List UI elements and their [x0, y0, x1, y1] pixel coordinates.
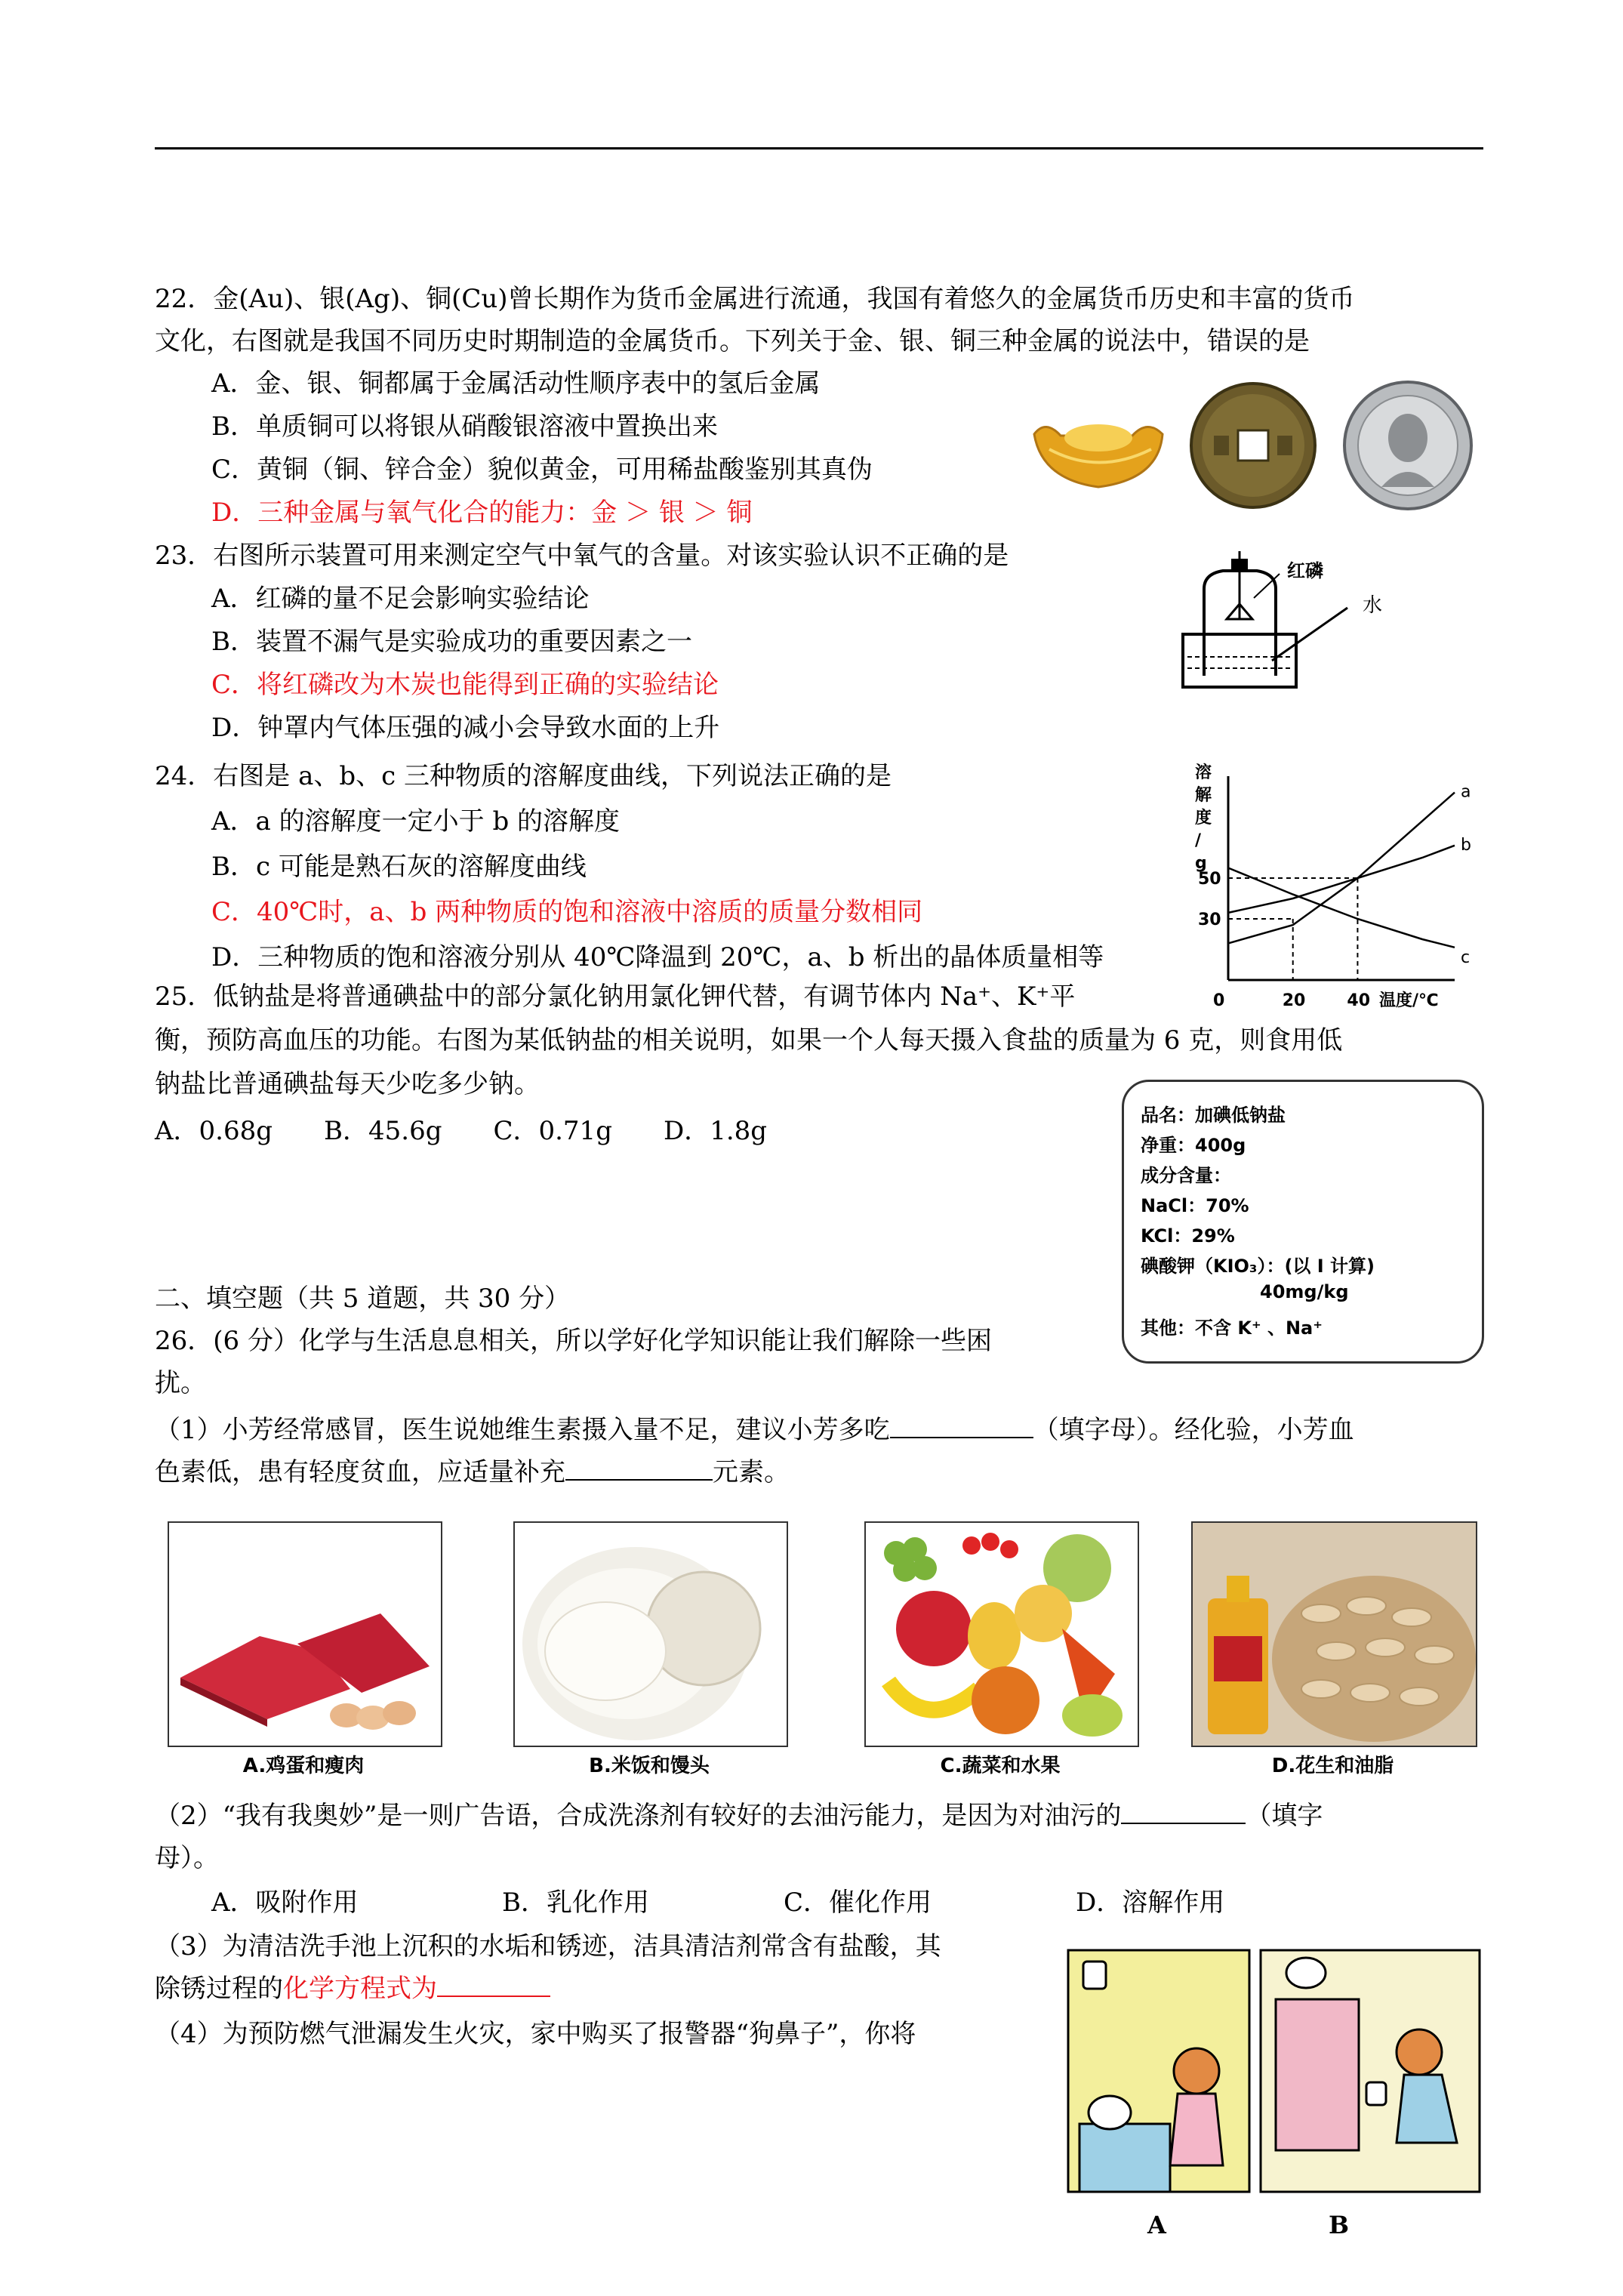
- coins-figure: [1027, 374, 1480, 513]
- q24-option-d: D．三种物质的饱和溶液分别从 40℃降温到 20℃，a、b 析出的晶体质量相等: [211, 942, 1104, 972]
- q26-p1-text-d: 元素。: [713, 1457, 790, 1487]
- q26-part3-line2: [155, 1972, 550, 2005]
- rice-and-bun-image: [515, 1523, 787, 1746]
- peanuts-and-oil-image: [1193, 1523, 1476, 1746]
- alarm-a-icon: [1083, 1962, 1106, 1989]
- food-caption-a: A.鸡蛋和瘦肉: [242, 1755, 365, 1777]
- series-label-c: c: [1461, 948, 1471, 967]
- y-axis-label-char: g: [1195, 854, 1207, 873]
- x-axis-label: 温度/℃: [1379, 991, 1439, 1010]
- series-label-a: a: [1461, 782, 1471, 802]
- scene-label-a: A: [1147, 2211, 1166, 2239]
- q22-option-c: C．黄铜（铜、锌合金）貌似黄金，可用稀盐酸鉴别其真伪: [211, 455, 873, 485]
- x-tick-label: 20: [1282, 991, 1306, 1010]
- y-tick-label: 30: [1198, 911, 1221, 929]
- solubility-curve-chart: [1189, 761, 1471, 1010]
- q26-p3-text-a: 除锈过程的: [155, 1974, 283, 2004]
- fruits-and-vegetables-image: [866, 1523, 1138, 1746]
- q26-part1-line1: [155, 1413, 1354, 1447]
- q23-stem: 23．右图所示装置可用来测定空气中氧气的含量。对该实验认识不正确的是: [155, 541, 1009, 571]
- q23-option-c: C．将红磷改为木炭也能得到正确的实验结论: [211, 670, 719, 700]
- q26-p1-text-c: 色素低，患有轻度贫血，应适量补充: [155, 1457, 565, 1487]
- phosphorus-label: 红磷: [1287, 560, 1323, 581]
- food-photo-c: [864, 1521, 1139, 1747]
- salt-weight: 净重：400g: [1141, 1135, 1246, 1156]
- food-photo-a: [168, 1521, 442, 1747]
- q26-part4-line1: （4）为预防燃气泄漏发生火灾，家中购买了报警器“狗鼻子”，你将: [155, 2019, 916, 2049]
- q26-p3-blank[interactable]: [437, 1973, 550, 1997]
- header-rule: [155, 147, 1483, 149]
- q26-p3-text-b: 化学方程式为: [283, 1974, 437, 2004]
- gas-alarm-scenes-figure: [1064, 1946, 1487, 2248]
- q26-p1-text-b: （填字母）。经化验，小芳血: [1033, 1415, 1354, 1445]
- copper-cash-coin-image: [1191, 384, 1315, 507]
- q22-stem-line1: 22．金(Au)、银(Ag)、铜(Cu)曾长期作为货币金属进行流通，我国有着悠久的金属货币历史和丰富的货币: [155, 284, 1355, 314]
- y-axis-label-char: 解: [1195, 786, 1212, 805]
- q23-option-b: B．装置不漏气是实验成功的重要因素之一: [211, 627, 692, 657]
- q23-option-d: D．钟罩内气体压强的减小会导致水面的上升: [211, 713, 720, 743]
- series-line-b: [1228, 846, 1455, 913]
- q24-stem: 24．右图是 a、b、c 三种物质的溶解度曲线，下列说法正确的是: [155, 761, 892, 791]
- kettle-a-icon: [1089, 2096, 1131, 2129]
- y-axis-label-char: 度: [1195, 809, 1212, 827]
- q23-option-a: A．红磷的量不足会影响实验结论: [211, 584, 590, 614]
- q26-line1: 26．(6 分）化学与生活息息相关，所以学好化学知识能让我们解除一些困: [155, 1326, 992, 1356]
- q24-option-c: C．40℃时，a、b 两种物质的饱和溶液中溶质的质量分数相同: [211, 897, 923, 927]
- salt-kio3-value: 40mg/kg: [1260, 1281, 1349, 1302]
- salt-other: 其他：不含 K⁺ 、Na⁺: [1141, 1318, 1323, 1339]
- bell-jar-apparatus-figure: [1181, 551, 1423, 695]
- scene-b: [1261, 1950, 1480, 2192]
- q26-p2-text-a: （2）“我有我奥妙”是一则广告语，合成洗涤剂有较好的去油污能力，是因为对油污的: [155, 1801, 1122, 1831]
- series-line-c: [1228, 868, 1455, 948]
- gold-ingot-image: [1034, 424, 1163, 487]
- q24-option-b: B．c 可能是熟石灰的溶解度曲线: [211, 852, 587, 882]
- food-caption-c: C.蔬菜和水果: [940, 1755, 1061, 1777]
- food-caption-d: D.花生和油脂: [1271, 1755, 1394, 1777]
- q25-options: A．0.68g B．45.6g C．0.71g D．1.8g: [155, 1116, 768, 1146]
- q22-option-b: B．单质铜可以将银从硝酸银溶液中置换出来: [211, 411, 718, 442]
- q26-p2-option-b: B．乳化作用: [502, 1888, 649, 1918]
- scene-label-b: B: [1329, 2211, 1350, 2239]
- q26-line2: 扰。: [155, 1368, 206, 1398]
- q22-option-a: A．金、银、铜都属于金属活动性顺序表中的氢后金属: [211, 368, 821, 399]
- q26-p2-option-c: C．催化作用: [784, 1888, 932, 1918]
- low-sodium-salt-label-card: [1122, 1080, 1484, 1364]
- y-axis-label-char: 溶: [1195, 763, 1212, 782]
- water-label: 水: [1363, 594, 1383, 617]
- q26-part2-line1: [155, 1799, 1323, 1832]
- x-tick-label: 40: [1347, 991, 1371, 1010]
- y-axis-label-char: /: [1195, 831, 1202, 850]
- q26-p2-text-b: （填字: [1246, 1801, 1323, 1831]
- salt-kio3: 碘酸钾（KIO₃）：(以 I 计算): [1141, 1256, 1375, 1277]
- food-photo-b: [513, 1521, 788, 1747]
- series-line-a: [1228, 793, 1455, 944]
- salt-kcl: KCl：29%: [1141, 1225, 1235, 1247]
- q26-p2-option-a: A．吸附作用: [211, 1888, 359, 1918]
- meat-and-eggs-image: [169, 1523, 441, 1746]
- q26-p2-blank[interactable]: [1121, 1800, 1246, 1824]
- q26-part3-line1: （3）为清洁洗手池上沉积的水垢和锈迹，洁具清洁剂常含有盐酸，其: [155, 1931, 941, 1962]
- q26-part1-line2: [155, 1456, 790, 1489]
- food-caption-b: B.米饭和馒头: [589, 1755, 710, 1777]
- x-tick-label: 0: [1213, 991, 1225, 1010]
- scene-a: [1068, 1950, 1249, 2192]
- q24-option-a: A．a 的溶解度一定小于 b 的溶解度: [211, 806, 621, 837]
- q22-option-d: D．三种金属与氧气化合的能力：金 ＞ 银 ＞ 铜: [211, 498, 753, 528]
- food-photo-d: [1191, 1521, 1477, 1747]
- salt-name: 品名：加碘低钠盐: [1141, 1105, 1286, 1126]
- alarm-b-icon: [1366, 2082, 1386, 2105]
- section2-title: 二、填空题（共 5 道题，共 30 分）: [155, 1284, 571, 1314]
- series-label-b: b: [1461, 835, 1471, 855]
- salt-composition-title: 成分含量：: [1141, 1165, 1231, 1186]
- y-tick-label: 50: [1198, 870, 1221, 889]
- q26-p1-blank-1[interactable]: [890, 1414, 1033, 1438]
- q26-part2-line2: 母）。: [155, 1843, 219, 1873]
- salt-nacl: NaCl：70%: [1141, 1195, 1249, 1216]
- q26-p2-option-d: D．溶解作用: [1076, 1888, 1225, 1918]
- q25-line1: 25．低钠盐是将普通碘盐中的部分氯化钠用氯化钾代替，有调节体内 Na⁺、K⁺平: [155, 982, 1076, 1012]
- kettle-b-icon: [1286, 1958, 1326, 1988]
- q25-line2: 衡，预防高血压的功能。右图为某低钠盐的相关说明，如果一个人每天摄入食盐的质量为 6 克，则食用低: [155, 1025, 1343, 1056]
- q26-p1-blank-2[interactable]: [565, 1456, 713, 1481]
- q25-line3: 钠盐比普通碘盐每天少吃多少钠。: [155, 1069, 540, 1099]
- silver-dollar-coin-image: [1344, 382, 1471, 509]
- q22-stem-line2: 文化，右图就是我国不同历史时期制造的金属货币。下列关于金、银、铜三种金属的说法中，错误的是: [155, 326, 1310, 356]
- q26-p1-text-a: （1）小芳经常感冒，医生说她维生素摄入量不足，建议小芳多吃: [155, 1415, 890, 1445]
